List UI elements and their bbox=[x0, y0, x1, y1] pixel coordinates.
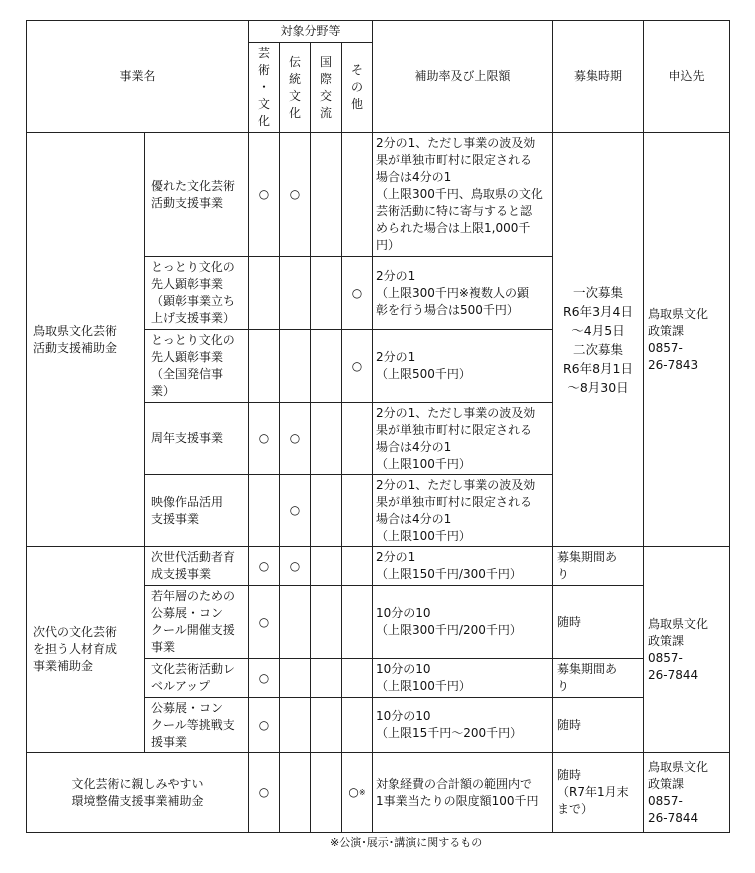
header-name: 事業名 bbox=[27, 21, 249, 133]
mark-arts: ○ bbox=[249, 659, 280, 698]
table-row bbox=[27, 133, 730, 257]
header-rate: 補助率及び上限額 bbox=[373, 21, 553, 133]
mark-arts bbox=[249, 330, 280, 403]
period-cell: 随時 （R7年1月末 まで） bbox=[553, 753, 644, 833]
mark-other: ○※ bbox=[342, 753, 373, 833]
rate-cell: 2分の1、ただし事業の波及効 果が単独市町村に限定される 場合は4分の1 （上限300千円、鳥取県の文化 芸術活動に特に寄与すると認 められた場合は上限1,000千 円） bbox=[373, 133, 553, 257]
mark-other: ○ bbox=[342, 330, 373, 403]
mark-international bbox=[311, 659, 342, 698]
mark-traditional bbox=[280, 698, 311, 753]
group-name: 文化芸術に親しみやすい 環境整備支援事業補助金 bbox=[27, 753, 249, 833]
table-row bbox=[27, 547, 730, 586]
header-fields: 対象分野等 bbox=[249, 21, 373, 43]
rate-cell: 2分の1、ただし事業の波及効 果が単独市町村に限定される 場合は4分の1 （上限100千円） bbox=[373, 475, 553, 547]
project-name: 文化芸術活動レ ベルアップ bbox=[145, 659, 249, 698]
project-name: 若年層のための 公募展・コン クール開催支援 事業 bbox=[145, 586, 249, 659]
mark-international bbox=[311, 133, 342, 257]
mark-traditional: ○ bbox=[280, 475, 311, 547]
period-cell: 募集期間あ り bbox=[553, 659, 644, 698]
apply-cell: 鳥取県文化 政策課 0857- 26-7843 bbox=[644, 133, 730, 547]
project-name: 優れた文化芸術 活動支援事業 bbox=[145, 133, 249, 257]
header-apply: 申込先 bbox=[644, 21, 730, 133]
group-name: 鳥取県文化芸術 活動支援補助金 bbox=[27, 133, 145, 547]
subsidy-table bbox=[26, 20, 730, 833]
mark-arts: ○ bbox=[249, 403, 280, 475]
header-field-arts: 芸 術 ・ 文 化 bbox=[249, 43, 280, 133]
mark-other bbox=[342, 659, 373, 698]
mark-international bbox=[311, 257, 342, 330]
mark-arts bbox=[249, 475, 280, 547]
mark-traditional bbox=[280, 753, 311, 833]
footnote: ※公演･展示･講演に関するもの bbox=[330, 836, 483, 849]
table-row bbox=[27, 753, 730, 833]
mark-traditional: ○ bbox=[280, 133, 311, 257]
mark-traditional bbox=[280, 330, 311, 403]
mark-traditional bbox=[280, 257, 311, 330]
mark-international bbox=[311, 547, 342, 586]
mark-arts: ○ bbox=[249, 753, 280, 833]
mark-other bbox=[342, 698, 373, 753]
header-period: 募集時期 bbox=[553, 21, 644, 133]
mark-arts: ○ bbox=[249, 698, 280, 753]
mark-other bbox=[342, 547, 373, 586]
rate-cell: 10分の10 （上限15千円～200千円） bbox=[373, 698, 553, 753]
mark-international bbox=[311, 330, 342, 403]
mark-arts: ○ bbox=[249, 586, 280, 659]
project-name: 公募展・コン クール等挑戦支 援事業 bbox=[145, 698, 249, 753]
mark-other bbox=[342, 586, 373, 659]
apply-cell: 鳥取県文化 政策課 0857- 26-7844 bbox=[644, 753, 730, 833]
project-name: とっとり文化の 先人顕彰事業 （顕彰事業立ち 上げ支援事業） bbox=[145, 257, 249, 330]
period-cell: 随時 bbox=[553, 586, 644, 659]
rate-cell: 2分の1 （上限500千円） bbox=[373, 330, 553, 403]
mark-international bbox=[311, 698, 342, 753]
mark-traditional bbox=[280, 659, 311, 698]
mark-traditional bbox=[280, 586, 311, 659]
mark-international bbox=[311, 586, 342, 659]
apply-cell: 鳥取県文化 政策課 0857- 26-7844 bbox=[644, 547, 730, 753]
rate-cell: 2分の1 （上限300千円※複数人の顕 彰を行う場合は500千円） bbox=[373, 257, 553, 330]
period-cell: 随時 bbox=[553, 698, 644, 753]
group-name: 次代の文化芸術 を担う人材育成 事業補助金 bbox=[27, 547, 145, 753]
mark-other bbox=[342, 475, 373, 547]
mark-arts bbox=[249, 257, 280, 330]
mark-arts: ○ bbox=[249, 133, 280, 257]
mark-other bbox=[342, 133, 373, 257]
project-name: 周年支援事業 bbox=[145, 403, 249, 475]
mark-international bbox=[311, 475, 342, 547]
mark-traditional: ○ bbox=[280, 547, 311, 586]
project-name: 映像作品活用 支援事業 bbox=[145, 475, 249, 547]
header-field-other: そ の 他 bbox=[342, 43, 373, 133]
mark-arts: ○ bbox=[249, 547, 280, 586]
rate-cell: 対象経費の合計額の範囲内で 1事業当たりの限度額100千円 bbox=[373, 753, 553, 833]
mark-other bbox=[342, 403, 373, 475]
period-cell: 募集期間あ り bbox=[553, 547, 644, 586]
period-cell: 一次募集 R6年3月4日 ～4月5日 二次募集 R6年8月1日 ～8月30日 bbox=[553, 133, 644, 547]
header-field-international: 国 際 交 流 bbox=[311, 43, 342, 133]
mark-traditional: ○ bbox=[280, 403, 311, 475]
mark-international bbox=[311, 403, 342, 475]
rate-cell: 2分の1 （上限150千円/300千円） bbox=[373, 547, 553, 586]
rate-cell: 10分の10 （上限300千円/200千円） bbox=[373, 586, 553, 659]
rate-cell: 2分の1、ただし事業の波及効 果が単独市町村に限定される 場合は4分の1 （上限100千円） bbox=[373, 403, 553, 475]
mark-international bbox=[311, 753, 342, 833]
project-name: とっとり文化の 先人顕彰事業 （全国発信事 業） bbox=[145, 330, 249, 403]
mark-other: ○ bbox=[342, 257, 373, 330]
rate-cell: 10分の10 （上限100千円） bbox=[373, 659, 553, 698]
project-name: 次世代活動者育 成支援事業 bbox=[145, 547, 249, 586]
header-field-traditional: 伝 統 文 化 bbox=[280, 43, 311, 133]
